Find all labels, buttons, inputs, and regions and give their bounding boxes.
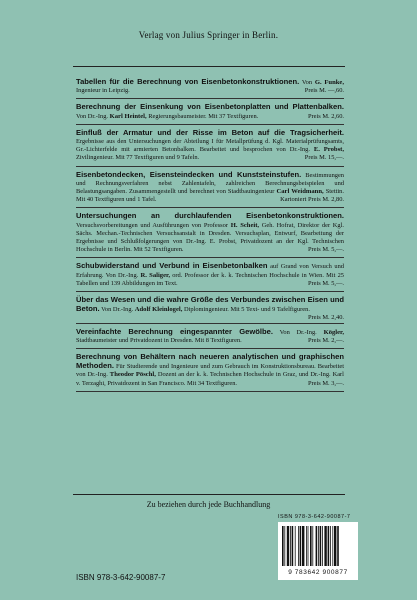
entry-text: Geh. Hofrat, Direktor der Kgl. Sächs. Mechan.-Technischen Versuchsanstalt in Dresden. Versuchsplan, Entwurf, Bearbeitung der Ergebnisse und Schlußfolgerungen von Dr.-Ing. E. Probst, Privatdozent an der Kgl. Technischen Hochschule in Berlin. Mit 52 Textfiguren. [76, 221, 344, 254]
top-divider [73, 66, 345, 67]
barcode-digits: 9 783642 900877 [288, 569, 348, 576]
barcode-bar [292, 526, 294, 566]
isbn-label-small: ISBN 978-3-642-90087-7 [278, 514, 351, 520]
entry-title: Vereinfachte Berechnung eingespannter Gewölbe. [76, 326, 273, 336]
entry-title: Einfluß der Armatur und der Risse im Beton auf die Tragsicherheit. [76, 127, 344, 137]
entry-divider [76, 98, 344, 99]
entry-divider [76, 257, 344, 258]
publisher-header: Verlag von Julius Springer in Berlin. [138, 30, 279, 40]
entry-author: Carl Weidmann, [276, 188, 324, 196]
barcode-bar [300, 526, 302, 566]
entry-text: Dozent an der k. k. Technischen Hochschule in Graz, und Dr.-Ing. Karl v. Terzaghi, Privatdozent in San Francisco. Mit 34 Textfiguren. [76, 371, 344, 387]
barcode-bar [312, 526, 313, 566]
entry-text: Versuchsvorbereitungen und Ausführungen von Professor [76, 221, 228, 229]
catalog-entry [76, 328, 344, 345]
barcode-bar [337, 526, 339, 566]
entry-divider [76, 391, 344, 392]
entry-text: Für Studierende und Ingenieure und zum Gebrauch im Konstruktionsbureau. Bearbeitet von Dr.-Ing. [76, 363, 344, 379]
entry-title: Tabellen für die Berechnung von Eisenbetonkonstruktionen. [76, 77, 300, 86]
barcode-bar [324, 526, 326, 566]
catalog-entry [76, 129, 344, 163]
barcode-bar [302, 526, 304, 566]
barcode-bar [316, 526, 318, 566]
entry-text: Zivilingenieur. Mit 77 Textfiguren und 9 Tafeln. [76, 154, 200, 162]
entry-author: Theodor Pöschl, [109, 371, 156, 379]
entry-divider [76, 124, 344, 125]
entry-author: H. Scheit, [230, 221, 260, 229]
barcode-bar [290, 526, 291, 566]
entry-title: Berechnung von Behältern nach neueren analytischen und graphischen Methoden. [76, 352, 344, 371]
entry-price: Preis M. —,60. [304, 87, 344, 95]
barcode-bar [332, 526, 333, 566]
entry-text: Stadtbaumeister und Privatdozent in Dresden. Mit 8 Textfiguren. [76, 336, 242, 344]
bottom-divider [73, 494, 345, 495]
entry-title: Schubwiderstand und Verbund in Eisenbetonbalken [76, 261, 268, 271]
entry-author: G. Funke, [314, 79, 344, 86]
entry-title: Eisenbetondecken, Eisensteindecken und Kunststeinstufen. [76, 169, 302, 179]
catalog-entry [76, 171, 344, 205]
barcode-bar [328, 526, 330, 566]
barcode-bar [298, 526, 299, 566]
entry-author: R. Saliger, [140, 271, 170, 279]
catalog-entry [76, 262, 344, 288]
entry-divider [76, 207, 344, 208]
entry-price: Kartoniert Preis M. 2,80. [280, 196, 344, 204]
entry-price: Preis M. 15,—. [304, 154, 344, 162]
entry-text: Regierungsbaumeister. Mit 37 Textfiguren. [148, 112, 259, 120]
barcode-bar [295, 526, 296, 566]
entry-divider [76, 166, 344, 167]
entry-text: Diplomingenieur. Mit 5 Text- und 9 Tafelfiguren. [183, 306, 310, 314]
entry-text: Ergebnisse aus den Untersuchungen der Abteilung I für Metallprüfung d. Kgl. Materialprüfungsamts, Gr.-Lichterfelde mit armierten Betonbalken. Bearbeitet und besprochen von Dr.-Ing. [76, 138, 344, 154]
barcode-bar [322, 526, 323, 566]
entry-author: E. Probst, [313, 146, 344, 154]
entry-author: Karl Heintel, [109, 112, 147, 120]
catalog-entry [76, 212, 344, 254]
entry-text: Von Dr.-Ing. [101, 306, 134, 314]
entry-author: Adolf Kleinlogel, [134, 306, 183, 314]
barcode-bar [284, 526, 285, 566]
entry-divider [76, 291, 344, 292]
barcode-bar [334, 526, 336, 566]
barcode-bar [320, 526, 322, 566]
entry-text: Bestimmungen und Rechnungsverfahren nebst Zahlentafeln, zahlreichen Berechnungsbeispielen und Belastungsangaben. Zusammengestellt und berechnet von Stadtbauingenieur [76, 171, 344, 196]
entry-price: Preis M. 3,—. [307, 379, 344, 387]
entry-author: Kögler, [323, 328, 345, 336]
entry-price: Preis M. 5,—. [307, 279, 344, 287]
catalog-entry [76, 78, 344, 95]
catalog-entry [76, 295, 344, 322]
entry-title: Über das Wesen und die wahre Größe des Verbundes zwischen Eisen und Beton. [76, 295, 344, 314]
barcode-bar [287, 526, 289, 566]
barcode-bar [282, 526, 284, 566]
catalog-list [76, 78, 344, 396]
barcode-bars [282, 526, 354, 566]
entry-price: Preis M. 2,40. [307, 314, 344, 322]
entry-text: Von Dr.-Ing. [76, 112, 109, 120]
barcode-bar [308, 526, 309, 566]
entry-divider [76, 323, 344, 324]
entry-text: Von Dr.-Ing. [279, 328, 317, 336]
entry-title: Berechnung der Einsenkung von Eisenbetonplatten und Plattenbalken. [76, 102, 344, 112]
catalog-entry [76, 353, 344, 388]
barcode-bar [306, 526, 307, 566]
entry-divider [76, 348, 344, 349]
entry-price: Preis M. 2,—. [307, 336, 344, 344]
entry-text: ord. Professor der k. k. Technischen Hochschule in Wien. Mit 25 Tabellen und 139 Abbildungen im Text. [76, 271, 345, 287]
entry-text: Von [301, 79, 313, 86]
footer-note: Zu beziehen durch jede Buchhandlung [146, 500, 271, 509]
entry-title: Untersuchungen an durchlaufenden Eisenbetonkonstruktionen. [76, 211, 344, 221]
entry-text: auf Grand von Versuch und Erfahrung. Von Dr.-Ing. [76, 263, 344, 279]
barcode-bar [310, 526, 312, 566]
catalog-entry [76, 103, 344, 120]
isbn-label: ISBN 978-3-642-90087-7 [76, 573, 166, 582]
entry-text: Stettin. Mit 40 Textfiguren und 1 Tafel. [76, 188, 344, 204]
barcode-bar [330, 526, 331, 566]
entry-price: Preis M. 2,60. [307, 112, 344, 120]
entry-price: Preis M. 5,—. [307, 246, 344, 254]
entry-text: Ingenieur in Leipzig. [76, 87, 130, 95]
barcode-bar [318, 526, 319, 566]
barcode [278, 522, 358, 580]
